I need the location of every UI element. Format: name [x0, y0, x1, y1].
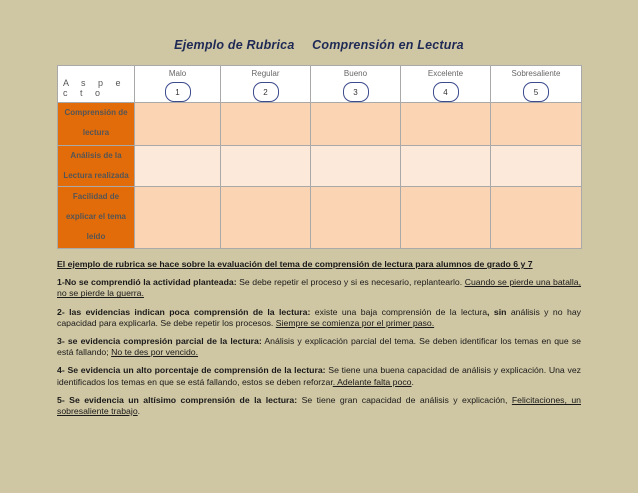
criterion-cell: [58, 146, 135, 187]
level-5-heading: 5- Se evidencia un altísimo comprensión de la lectura:: [57, 394, 298, 405]
rubric-row-comprension: [58, 103, 582, 146]
level-header-4: [401, 66, 491, 103]
level-5-text: Se tiene gran capacidad de análisis y explicación,: [297, 394, 512, 405]
intro-paragraph: [57, 259, 581, 270]
level-name: Excelente: [427, 69, 464, 78]
level-4-paragraph: [57, 365, 581, 387]
level-3-heading: 3- se evidencia compresión parcial de la lectura:: [57, 336, 262, 347]
criterion-line: Análisis de la: [70, 151, 122, 160]
score-cell: [401, 146, 491, 187]
level-number-badge: 4: [433, 82, 459, 102]
score-cell: [491, 146, 582, 187]
level-number-badge: 5: [523, 82, 549, 102]
level-name: Regular: [251, 69, 280, 78]
level-1-text: Se debe repetir el proceso y si es necesario, replantearlo.: [236, 277, 465, 288]
explanation-text: [57, 259, 581, 424]
level-1-paragraph: [57, 277, 581, 299]
level-4-motto: . Adelante falta poco: [332, 376, 412, 387]
criterion-cell: [58, 103, 135, 146]
score-cell: [311, 146, 401, 187]
level-2-paragraph: [57, 307, 581, 329]
level-name: Sobresaliente: [511, 69, 561, 78]
rubric-row-facilidad: [58, 187, 582, 249]
level-4-heading: 4- Se evidencia un alto porcentaje de comprensión de la lectura:: [57, 365, 326, 376]
score-cell: [135, 103, 221, 146]
level-3-paragraph: [57, 336, 581, 358]
score-cell: [135, 187, 221, 249]
level-number-badge: 2: [253, 82, 279, 102]
score-cell: [311, 103, 401, 146]
level-2-motto: Siempre se comienza por el primer paso.: [275, 317, 435, 328]
level-header-3: [311, 66, 401, 103]
level-1-motto: Cuando se pierde una batalla, no se pierde la guerra.: [57, 277, 582, 299]
level-2-heading: 2- las evidencias indican poca comprensión de la lectura:: [57, 306, 311, 317]
level-3-motto: No te des por vencido.: [111, 347, 199, 358]
level-1-heading: 1-No se comprendió la actividad planteada:: [57, 277, 237, 288]
level-4-text: Se tiene una buena capacidad de análisis y explicación. Una vez identificados los temas en que se está fallando, estos se deben reforzar: [57, 365, 581, 387]
level-2-bold: , sin: [487, 306, 507, 317]
score-cell: [401, 187, 491, 249]
level-3-text: Análisis y explicación parcial del tema. Se deben identificar los temas en que se está fallando;: [57, 336, 581, 358]
level-header-5: [491, 66, 582, 103]
level-2-text-2: análisis y no hay capacidad para explicarla. Se debe repetir los procesos.: [57, 306, 581, 328]
criterion-line: Facilidad de: [72, 192, 120, 201]
score-cell: [221, 187, 311, 249]
level-number-badge: 3: [343, 82, 369, 102]
level-name: Malo: [168, 69, 187, 78]
level-4-end: .: [411, 376, 414, 387]
title-part-2: Comprensión en Lectura: [312, 38, 464, 52]
level-name: Bueno: [343, 69, 368, 78]
document-title: [0, 38, 638, 52]
level-5-paragraph: [57, 395, 581, 417]
level-2-text: existe una baja comprensión de la lectura: [310, 306, 488, 317]
title-part-1: Ejemplo de Rubrica: [174, 38, 295, 52]
criterion-cell: [58, 187, 135, 249]
aspect-header-cell: [58, 66, 135, 103]
aspect-header-label: A s p e c t o: [63, 78, 126, 98]
criterion-line: explicar el tema: [65, 212, 127, 221]
rubric-table: [57, 65, 582, 249]
rubric-row-analisis: [58, 146, 582, 187]
level-header-2: [221, 66, 311, 103]
criterion-line: Comprensión de: [64, 108, 128, 117]
score-cell: [221, 103, 311, 146]
score-cell: [135, 146, 221, 187]
criterion-line: leído: [86, 232, 106, 241]
criterion-line: lectura: [82, 128, 110, 137]
score-cell: [491, 103, 582, 146]
rubric-header-row: [58, 66, 582, 103]
score-cell: [221, 146, 311, 187]
level-5-end: .: [137, 406, 141, 417]
level-header-1: [135, 66, 221, 103]
score-cell: [401, 103, 491, 146]
level-number-badge: 1: [165, 82, 191, 102]
intro-text: El ejemplo de rubrica se hace sobre la evaluación del tema de comprensión de lectura para alumnos de grado 6 y 7: [57, 259, 533, 269]
level-5-motto: Felicitaciones, un sobresaliente trabajo: [57, 394, 581, 417]
score-cell: [491, 187, 582, 249]
score-cell: [311, 187, 401, 249]
criterion-line: Lectura realizada: [63, 171, 129, 180]
